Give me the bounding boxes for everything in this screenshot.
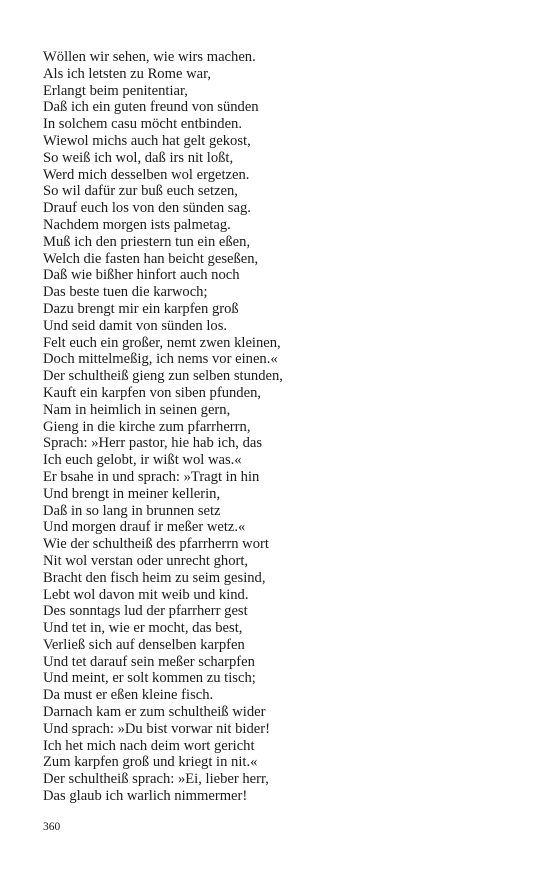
poem-line: Daß wie bißher hinfort auch noch (43, 267, 240, 284)
poem-line: Und tet darauf sein meßer scharpfen (43, 653, 255, 670)
poem-line: Wöllen wir sehen, wie wirs machen. (43, 49, 256, 65)
poem-line: Erlangt beim penitentiar, (43, 82, 188, 99)
poem-line: Daß in so lang in brunnen setz (43, 502, 221, 519)
poem-line: Da must er eßen kleine fisch. (43, 687, 214, 704)
poem-line: Und seid damit von sünden los. (43, 317, 228, 334)
poem-line: Das beste tuen die karwoch; (43, 284, 208, 301)
poem-line: Und brengt in meiner kellerin, (43, 485, 221, 502)
poem-line: Das glaub ich warlich nimmermer! (43, 788, 248, 805)
poem-text-block (43, 49, 283, 805)
poem-line: Der schultheiß gieng zun selben stunden, (43, 368, 283, 385)
poem-line: Nachdem morgen ists palmetag. (43, 216, 231, 233)
poem-line: Der schultheiß sprach: »Ei, lieber herr, (43, 771, 269, 788)
poem-line: Und morgen drauf ir meßer wetz.« (43, 519, 246, 536)
poem-line: Und sprach: »Du bist vorwar nit bider! (43, 720, 270, 737)
poem-line: Daß ich ein guten freund von sünden (43, 99, 259, 116)
poem-line: Felt euch ein großer, nemt zwen kleinen, (43, 334, 281, 351)
poem-line: In solchem casu möcht entbinden. (43, 116, 242, 133)
poem-line: Wiewol michs auch hat gelt gekost, (43, 132, 251, 149)
poem-line: Werd mich desselben wol ergetzen. (43, 166, 250, 183)
poem-line: Muß ich den priestern tun ein eßen, (43, 233, 251, 250)
poem-line: Darnach kam er zum schultheiß wider (43, 704, 266, 721)
poem-line: Wie der schultheiß des pfarrherrn wort (43, 536, 269, 553)
poem-line: Verließ sich auf denselben karpfen (43, 636, 245, 653)
poem-line: Er bsahe in und sprach: »Tragt in hin (43, 468, 260, 485)
poem-line: Ich euch gelobt, ir wißt wol was.« (43, 452, 242, 469)
poem-line: Welch die fasten han beicht geseßen, (43, 250, 259, 267)
poem-line: Des sonntags lud der pfarrherr gest (43, 603, 248, 620)
poem-line: Lebt wol davon mit weib und kind. (43, 586, 249, 603)
poem-line: Und meint, er solt kommen zu tisch; (43, 670, 256, 687)
poem-line: Doch mittelmeßig, ich nems vor einen.« (43, 351, 278, 368)
poem-line: Zum karpfen groß und kriegt in nit.« (43, 754, 258, 771)
poem-line: Und tet in, wie er mocht, das best, (43, 620, 243, 637)
poem-line: Dazu brengt mir ein karpfen groß (43, 300, 239, 317)
poem-line: Nit wol verstan oder unrecht ghort, (43, 552, 249, 569)
poem-line: Bracht den fisch heim zu seim gesind, (43, 569, 266, 586)
poem-line: Als ich letsten zu Rome war, (43, 65, 212, 82)
poem-line: So weiß ich wol, daß irs nit loßt, (43, 149, 234, 166)
page-number: 360 (43, 821, 61, 833)
poem-line: So wil dafür zur buß euch setzen, (43, 183, 238, 200)
poem-line: Sprach: »Herr pastor, hie hab ich, das (43, 435, 263, 452)
poem-line: Drauf euch los von den sünden sag. (43, 200, 251, 217)
poem-line: Ich het mich nach deim wort gericht (43, 737, 255, 754)
poem-line: Kauft ein karpfen von siben pfunden, (43, 384, 262, 401)
poem-line: Gieng in die kirche zum pfarrherrn, (43, 418, 251, 435)
poem-line: Nam in heimlich in seinen gern, (43, 401, 231, 418)
